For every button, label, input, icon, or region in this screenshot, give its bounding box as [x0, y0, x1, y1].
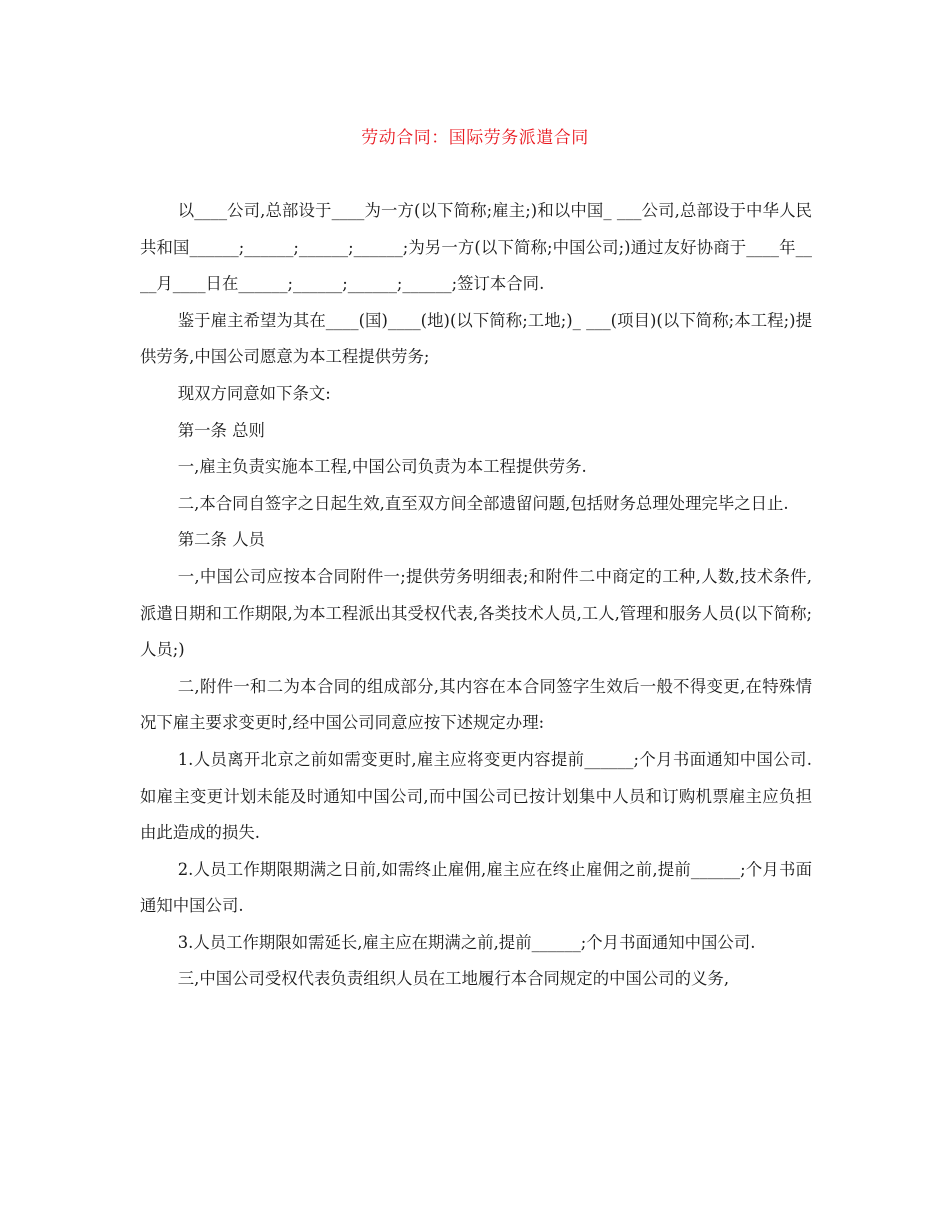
- paragraph-agreement: 现双方同意如下条文:: [177, 383, 331, 403]
- article-2-clause-1: 一,中国公司应按本合同附件一;提供劳务明细表;和附件二中商定的工种,人数,技术条件,派遣日期和工作期限,为本工程派出其受权代表,各类技术人员,工人,管理和服务人员(以下简称;人员;): [140, 566, 812, 660]
- article-2-item-1: 1.人员离开北京之前如需变更时,雇主应将变更内容提前______;个月书面通知中国公司.如雇主变更计划未能及时通知中国公司,而中国公司已按计划集中人员和订购机票雇主应负担由此造成的损失.: [140, 749, 812, 843]
- article-2-clause-3: 三,中国公司受权代表负责组织人员在工地履行本合同规定的中国公司的义务,: [177, 969, 730, 989]
- article-1-heading: 第一条 总则: [177, 420, 265, 440]
- article-1-clause-1: 一,雇主负责实施本工程,中国公司负责为本工程提供劳务.: [177, 457, 587, 477]
- article-2-clause-2: 二,附件一和二为本合同的组成部分,其内容在本合同签字生效后一般不得变更,在特殊情况下雇主要求变更时,经中国公司同意应按下述规定办理:: [140, 676, 812, 733]
- document-body: [140, 193, 812, 998]
- paragraph-whereas: 鉴于雇主希望为其在____(国)____(地)(以下简称;工地;)_ ___(项目)(以下简称;本工程;)提供劳务,中国公司愿意为本工程提供劳务;: [140, 310, 812, 367]
- paragraph-parties: 以____公司,总部设于____为一方(以下简称;雇主;)和以中国_ ___公司,总部设于中华人民共和国______;______;______;______;为另一方(以下简称;中国公司;)通过友好协商于____年____月____日在______;______;______;______;签订本合同.: [140, 201, 812, 294]
- article-2-heading: 第二条 人员: [177, 530, 265, 550]
- document-title: 劳动合同：国际劳务派遣合同: [361, 128, 589, 148]
- article-2-item-2: 2.人员工作期限期满之日前,如需终止雇佣,雇主应在终止雇佣之前,提前______;个月书面通知中国公司.: [140, 859, 812, 916]
- article-2-item-3: 3.人员工作期限如需延长,雇主应在期满之前,提前______;个月书面通知中国公司.: [177, 932, 756, 952]
- article-1-clause-2: 二,本合同自签字之日起生效,直至双方间全部遗留问题,包括财务总理处理完毕之日止.: [177, 493, 789, 513]
